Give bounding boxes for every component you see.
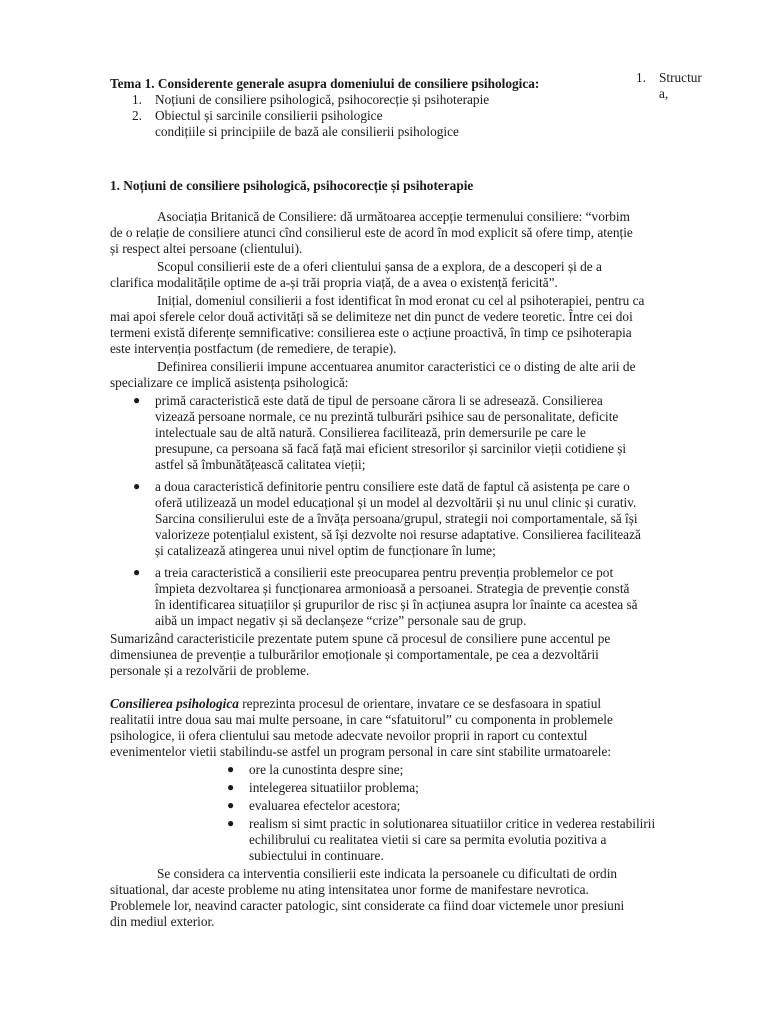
bullet-line: astfel să îmbunătățească calitatea vieții; [155,457,366,472]
header-item-text: Noțiuni de consiliere psihologică, psihocorecție și psihoterapie [155,92,490,107]
bullet-line: ore la cunostinta despre sine; [249,762,404,777]
bullet-icon: ● [133,565,141,579]
definition-line: psihologice, ii ofera clientului sau metode adecvate nevoilor proprii in raport cu contextul [110,728,588,743]
paragraph-line: Inițial, domeniul consilierii a fost identificat în mod eronat cu cel al psihoterapiei, pentru ca [157,293,645,308]
bullet-line: evaluarea efectelor acestora; [249,798,401,813]
definition-line: evenimentelor vietii stabilindu-se astfel un program personal in care sint stabilite urmatoarele: [110,744,612,759]
bullet-line: aibă un impact negativ și să declanșeze “crize” personale sau de grup. [155,613,527,628]
bullet-icon: ● [227,816,235,830]
header-item-extra: condițiile si principiile de bază ale consilierii psihologice [155,124,459,139]
side-note-text [659,70,702,101]
bullet-line: Sarcina consilierului este de a învăța persoana/grupul, strategii noi comportamentale, să își [155,511,638,526]
summary-line: Sumarizând caracteristicile prezentate putem spune că procesul de consiliere pune accentul pe [110,631,611,646]
bullet-line: echilibrului cu realitatea vietii si care sa permita evolutia pozitiva a [249,832,607,847]
section-heading: 1. Noțiuni de consiliere psihologică, psihocorecție și psihoterapie [110,178,474,193]
paragraph-line: mai apoi sferele celor două activități să se delimiteze net din punct de vedere teoretic. Între cei doi [110,309,633,324]
bullet-line: în identificarea situațiilor și grupurilor de risc și în acțiunea asupra lor înainte ca acestea să [155,597,638,612]
bullet-icon: ● [227,798,235,812]
bullet-line: intelegerea situatiilor problema; [249,780,419,795]
bullet-line: a doua caracteristică definitorie pentru consiliere este dată de faptul că asistența pe care o [155,479,630,494]
paragraph-line: și respect altei persoane (clientului). [110,241,303,256]
defined-term: Consilierea psihologica [110,696,239,711]
paragraph-line: clarifica modalitățile optime de a-și trăi propria viață, de a avea o existență fericită”. [110,275,558,290]
paragraph-line: Asociația Britanică de Consiliere: dă următoarea accepție termenului consiliere: “vorbim [157,209,630,224]
bullet-line: a treia caracteristică a consilierii este preocuparea pentru prevenția problemelor ce pot [155,565,614,580]
bullet-line: primă caracteristică este dată de tipul de persoane cărora li se adresează. Consilierea [155,393,603,408]
side-note-number: 1. [636,70,646,85]
summary-line: personale și a rezolvării de probleme. [110,663,310,678]
bullet-line: intelectuale sau de altă natură. Consilierea facilitează, prin demersurile pe care le [155,425,586,440]
header-item-text: Obiectul și sarcinile consilierii psihologice [155,108,383,123]
bullet-icon: ● [227,780,235,794]
bullet-line: și catalizează atingerea unui nivel optim de funcționare în lume; [155,543,496,558]
closing-line: din mediul exterior. [110,914,215,929]
bullet-line: subiectului in continuare. [249,848,384,863]
definition-text: reprezinta procesul de orientare, invatare ce se desfasoara in spatiul [238,696,602,711]
definition-first-line [110,696,601,712]
closing-line: Problemele lor, neavind caracter patologic, sint considerate ca fiind doar victemele unor presiuni [110,898,625,913]
header-item-number: 2. [132,108,142,123]
bullet-line: vizează persoane normale, ce nu prezintă tulburări psihice sau de personalitate, deficite [155,409,619,424]
side-note-line: Structur [659,70,702,85]
paragraph-line: specializare ce implică asistența psihologică: [110,375,349,390]
closing-line: situational, dar aceste probleme nu ating intensitatea unor forme de manifestare nevrotica. [110,882,589,897]
bullet-line: oferă utilizează un model educațional și un model al dezvoltării și nu unul clinic și curativ. [155,495,637,510]
bullet-line: împieta dezvoltarea și funcționarea armonioasă a persoanei. Strategia de prevenție constă [155,581,630,596]
bullet-line: valorizeze potențialul existent, să își dezvolte noi resurse adaptative. Consilierea facilitează [155,527,641,542]
document-title: Tema 1. Considerente generale asupra domeniului de consiliere psihologica: [110,76,540,91]
paragraph-line: de o relație de consiliere atunci cînd consilierul este de acord în mod explicit să ofere timp, atenție [110,225,633,240]
bullet-line: realism si simt practic in solutionarea situatiilor critice in vederea restabilirii [249,816,656,831]
paragraph-line: Scopul consilierii este de a oferi clientului șansa de a explora, de a descoperi și de a [157,259,602,274]
closing-line: Se considera ca interventia consilierii este indicata la persoanele cu dificultati de ordin [157,866,618,881]
bullet-icon: ● [133,393,141,407]
bullet-line: presupune, ca persoana să facă față mai eficient stresorilor și sarcinilor vieții cotidiene și [155,441,627,456]
paragraph-line: Definirea consilierii impune accentuarea anumitor caracteristici ce o disting de alte arii de [157,359,636,374]
paragraph-line: termeni există diferențe semnificative: consilierea este o acțiune proactivă, în timp ce psihoterapia [110,325,632,340]
bullet-icon: ● [227,762,235,776]
side-note-line: a, [659,85,669,101]
definition-line: realitatii intre doua sau mai multe persoane, in care “sfatuitorul” cu componenta in problemele [110,712,613,727]
bullet-icon: ● [133,479,141,493]
summary-line: dimensiunea de prevenție a tulburărilor emoționale și comportamentale, pe cea a dezvoltării [110,647,599,662]
header-item-number: 1. [132,92,142,107]
paragraph-line: este intervenția postfactum (de remediere, de terapie). [110,341,397,356]
